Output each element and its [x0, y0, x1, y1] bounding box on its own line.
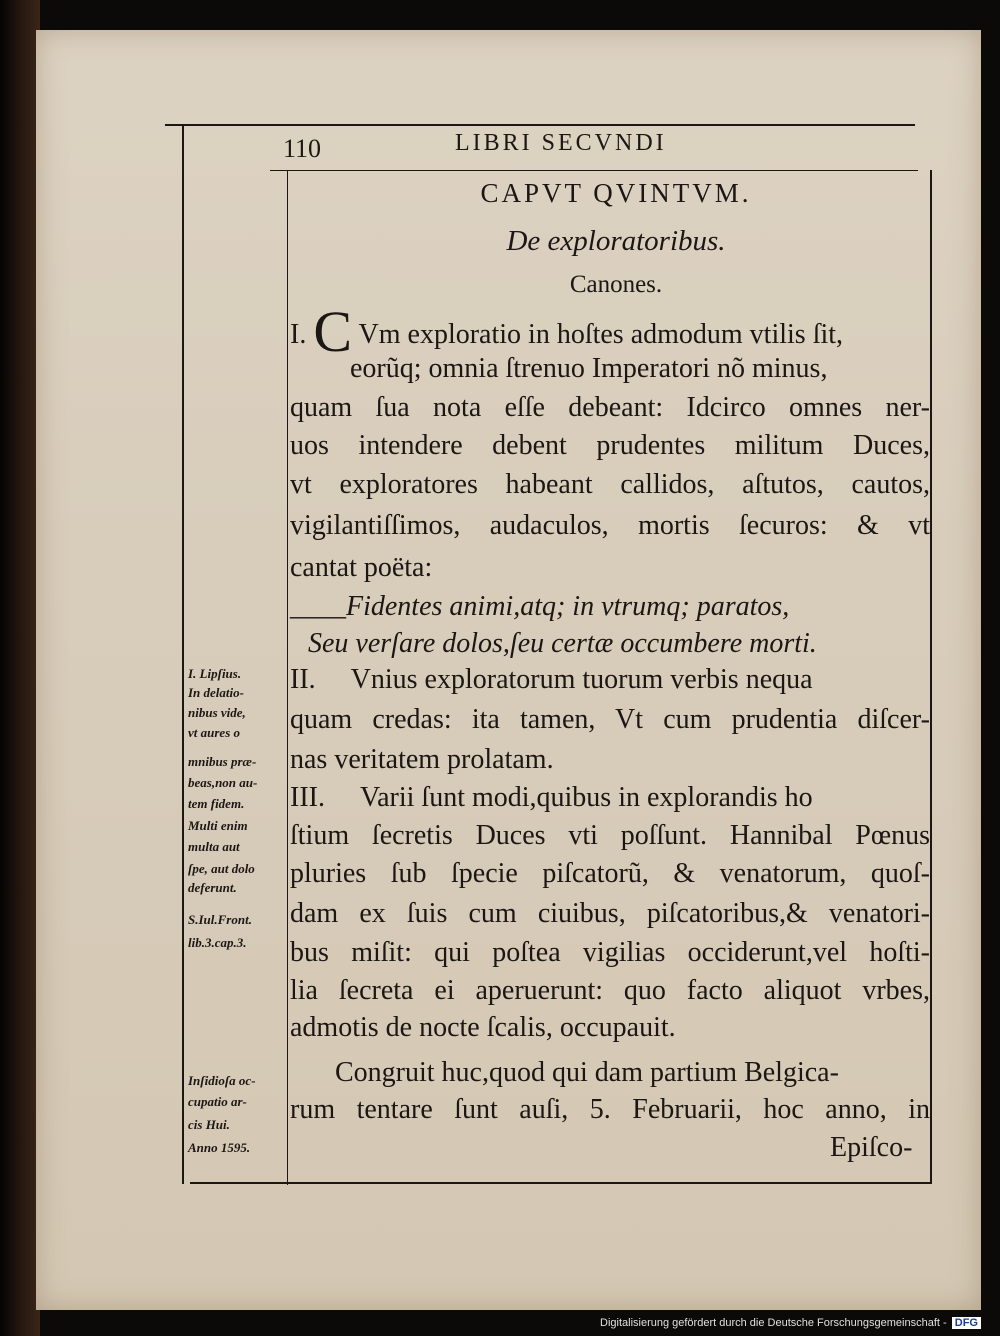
body-line: quam ſua nota eſſe debeant: Idcirco omnes ner- [290, 392, 930, 423]
margin-note-line: lib.3.cap.3. [188, 935, 247, 950]
margin-note-line: Anno 1595. [188, 1140, 251, 1155]
page-number: 110 [283, 134, 322, 163]
margin-note-line: cis Hui. [188, 1117, 230, 1132]
section-number: III. [290, 782, 325, 813]
bottom-rule [190, 1182, 932, 1184]
section-number: II. [290, 664, 316, 695]
drop-cap: C [313, 299, 353, 364]
margin-note-line: S.Iul.Front. [188, 912, 252, 927]
body-line: quam credas: ita tamen, Vt cum prudentia diſcer- [290, 704, 930, 735]
book-edge [0, 0, 40, 1336]
body-line: bus miſit: qui poſtea vigilias occiderunt,vel hoſti- [290, 937, 930, 968]
running-head-title: LIBRI SECVNDI [455, 130, 667, 156]
margin-note-line: beas,non au- [188, 775, 258, 790]
margin-note-line: vt aures o [188, 725, 240, 740]
verse-line: ____Fidentes animi,atq; in vtrumq; paratos, [290, 591, 790, 622]
body-line: vigilantiſſimos, audaculos, mortis ſecuros: & vt [290, 510, 930, 541]
right-rule [930, 170, 932, 1182]
top-rule-outer [165, 124, 915, 126]
top-rule-inner [270, 170, 918, 171]
chapter-title: CAPVT QVINTVM. [480, 178, 752, 208]
body-line: eorũq; omnia ſtrenuo Imperatori nõ minus, [350, 353, 828, 384]
section-heading: Canones. [569, 271, 663, 298]
body-line: dam ex ſuis cum ciuibus, piſcatoribus,& venatori- [290, 898, 930, 929]
body-line: vt exploratores habeant callidos, aſtutos, cautos, [290, 469, 930, 500]
body-line: ſtium ſecretis Duces vti poſſunt. Hannibal Pœnus [290, 820, 930, 851]
margin-note-line: tem fidem. [188, 796, 245, 811]
margin-note-line: multa aut [188, 839, 240, 854]
digitization-credit [600, 1317, 981, 1329]
body-line: pluries ſub ſpecie piſcatorũ, & venatorum, quoſ- [290, 858, 930, 889]
body-line: cantat poëta: [290, 552, 433, 583]
verse-line: Seu verſare dolos,ſeu certæ occumbere morti. [308, 628, 817, 659]
chapter-subtitle: De exploratoribus. [506, 225, 726, 257]
dfg-logo: DFG [952, 1317, 981, 1329]
body-line: II. Vnius exploratorum tuorum verbis nequa [290, 664, 813, 695]
margin-note-line: Multi enim [188, 818, 248, 833]
body-line: Epiſco- [830, 1132, 913, 1163]
body-line: admotis de nocte ſcalis, occupauit. [290, 1012, 676, 1043]
body-line: Congruit huc,quod qui dam partium Belgica- [335, 1057, 839, 1088]
margin-note-line: deferunt. [188, 880, 237, 895]
margin-note-line: Inſidioſa oc- [188, 1073, 256, 1088]
margin-note-line: ſpe, aut dolo [188, 861, 255, 876]
margin-note-line: nibus vide, [188, 705, 246, 720]
body-line: I. C Vm exploratio in hoſtes admodum vtilis ſit, [290, 299, 844, 364]
body-line: rum tentare ſunt auſi, 5. Februarii, hoc anno, in [290, 1094, 930, 1125]
margin-note-line: cupatio ar- [188, 1094, 247, 1109]
margin-note-line: In delatio- [188, 685, 244, 700]
gutter-rule [287, 170, 288, 1185]
body-line: nas veritatem prolatam. [290, 744, 554, 775]
body-line: uos intendere debent prudentes militum Duces, [290, 430, 930, 461]
body-line: lia ſecreta ei aperuerunt: quo facto aliquot vrbes, [290, 975, 930, 1006]
section-number: I. [290, 319, 307, 350]
margin-note-line: I. Lipſius. [188, 666, 242, 681]
credit-text: Digitalisierung gefördert durch die Deutsche Forschungsgemeinschaft - [600, 1317, 947, 1329]
margin-note-line: mnibus præ- [188, 754, 257, 769]
left-rule [182, 126, 184, 1184]
body-line: III. Varii ſunt modi,quibus in explorandis ho [290, 782, 813, 813]
